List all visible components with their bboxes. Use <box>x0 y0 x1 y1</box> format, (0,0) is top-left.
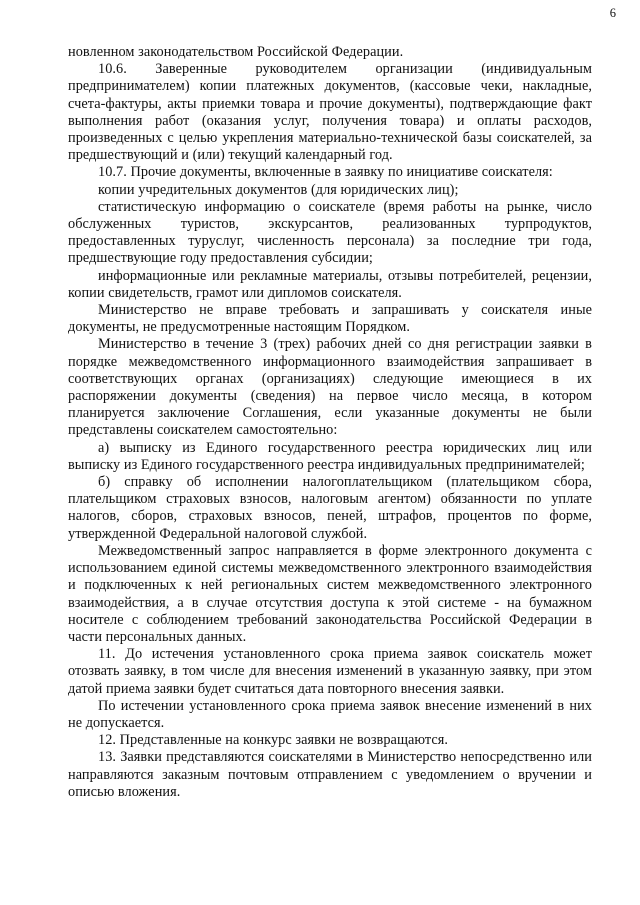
paragraph-continuation: новленном законодательством Российской Федерации. <box>68 44 404 60</box>
paragraph-12: 12. Представленные на конкурс заявки не возвращаются. <box>98 732 449 749</box>
list-item-materials: информационные или рекламные материалы, отзывы потребителей, рецензии, копии свидетельств, грамот или дипломов соискателя. <box>68 267 592 301</box>
document-body <box>68 44 592 801</box>
paragraph-no-changes: По истечении установленного срока приема заявок внесение изменений в них не допускается. <box>68 697 592 731</box>
paragraph-11: 11. До истечения установленного срока приема заявок соискатель может отозвать заявку, в том числе для внесения изменений в указанную заявку, при этом датой приема заявки будет считаться дата повторного внесения заявки. <box>68 646 592 697</box>
paragraph-interagency-request: Межведомственный запрос направляется в форме электронного документа с использованием единой системы межведомственного электронного взаимодействия и подключенных к ней региональных систем межведомственного электронного взаимодействия, а в случае отсутствия доступа к этой системе - на бумажном носителе с соблюдением требований законодательства Российской Федерации в части персональных данных. <box>68 542 592 645</box>
paragraph-10-6: 10.6. Заверенные руководителем организации (индивидуальным предпринимателем) копии платежных документов, (кассовые чеки, накладные, счета-фактуры, акты приемки товара и прочие документы), подтверждающие факт выполнения работ (оказания услуг, получения товара) и оплаты расходов, произведенных с целью укрепления материально-технической базы соискателей, за предшествующий и (или) текущий календарный год. <box>68 61 592 164</box>
list-item-statistics: статистическую информацию о соискателе (время работы на рынке, число обслуженных туристов, экскурсантов, реализованных турпродуктов, предоставленных туруслуг, численность персонала) за последние три года, предшествующие году предоставления субсидии; <box>68 198 592 267</box>
paragraph-13: 13. Заявки представляются соискателями в Министерство непосредственно или направляются заказным почтовым отправлением с уведомлением о вручении и описью вложения. <box>68 749 592 800</box>
paragraph-10-7: 10.7. Прочие документы, включенные в заявку по инициативе соискателя: <box>98 164 553 181</box>
list-item-a: а) выписку из Единого государственного реестра юридических лиц или выписку из Единого государственного реестра индивидуальных предпринимателей; <box>68 439 592 473</box>
list-item-founding-docs: копии учредительных документов (для юридических лиц); <box>98 181 459 198</box>
paragraph-ministry-restriction: Министерство не вправе требовать и запрашивать у соискателя иные документы, не предусмотренные настоящим Порядком. <box>68 302 592 336</box>
paragraph-ministry-request: Министерство в течение 3 (трех) рабочих дней со дня регистрации заявки в порядке межведомственного информационного взаимодействия запрашивает в соответствующих органах (организациях) следующие имеющиеся в их распоряжении документы (сведения) на первое число месяца, в котором планируется заключение Соглашения, если указанные документы не были представлены соискателем самостоятельно: <box>68 336 592 439</box>
page-number: 6 <box>609 6 616 20</box>
list-item-b: б) справку об исполнении налогоплательщиком (плательщиком сбора, плательщиком страховых взносов, налоговым агентом) обязанности по уплате налогов, сборов, страховых взносов, пеней, штрафов, процентов по форме, утвержденной Федеральной налоговой службой. <box>68 474 592 542</box>
